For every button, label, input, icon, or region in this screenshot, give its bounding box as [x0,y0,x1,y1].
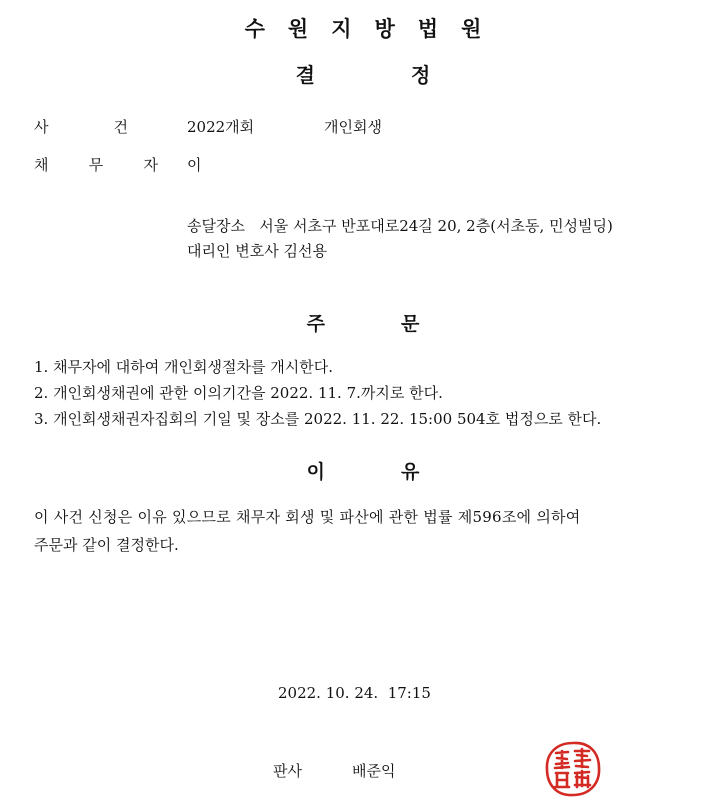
court-name: 수원지방법원 [244,17,505,41]
agent: 대리인 변호사 김선용 [187,242,327,260]
case-label [34,116,128,137]
document-type-heading [0,59,726,88]
order-item-2: 2. 개인회생채권에 관한 이의기간을 2022. 11. 7.까지로 한다. [34,384,443,402]
reason-heading-right: 유 [401,461,420,483]
case-label-char-1: 사 [34,118,49,136]
order-heading-right: 문 [401,313,420,335]
order-item-1: 1. 채무자에 대하여 개인회생절차를 개시한다. [34,358,333,376]
case-number: 2022개회 [187,118,255,136]
order-heading-left: 주 [306,313,325,335]
service-address: 송달장소 서울 서초구 반포대로24길 20, 2층(서초동, 민성빌딩) [187,217,613,235]
debtor-name: 이 [187,156,202,174]
reason-heading-left: 이 [306,461,325,483]
judge-name: 배준익 [352,762,396,780]
judge-title: 판사 [273,762,302,780]
case-name: 개인회생 [324,118,382,136]
document-type-left: 결 [295,63,315,87]
debtor-label-char-1: 채 [34,156,49,174]
reason-line-1: 이 사건 신청은 이유 있으므로 채무자 회생 및 파산에 관한 법률 제596조에 의하여 [34,508,581,526]
reason-heading [0,457,726,484]
decision-datetime: 2022. 10. 24. 17:15 [278,684,431,702]
debtor-label-char-2: 무 [88,156,104,174]
debtor-label-char-3: 자 [143,156,158,174]
order-item-3: 3. 개인회생채권자집회의 기일 및 장소를 2022. 11. 22. 15:00 504호 법정으로 한다. [34,410,602,428]
reason-line-2: 주문과 같이 결정한다. [34,536,179,554]
debtor-label [34,154,158,175]
case-label-char-2: 건 [113,118,128,136]
judge-seal-stamp [544,740,602,798]
document-type-right: 정 [411,63,431,87]
order-heading [0,309,726,336]
